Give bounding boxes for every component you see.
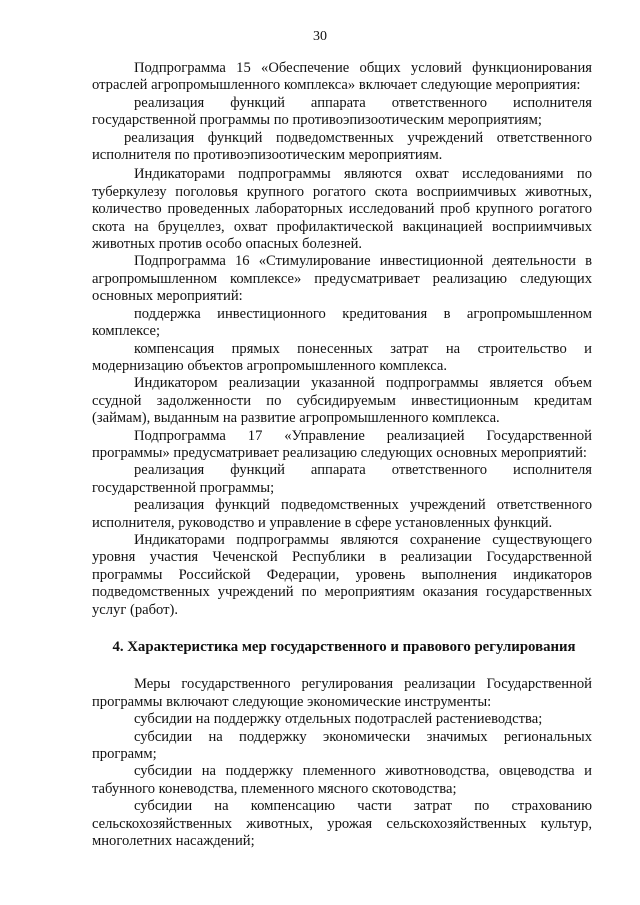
paragraph-subsidy-1: субсидии на поддержку отдельных подотраслей растениеводства; [134,711,543,728]
section-heading: 4. Характеристика мер государственного и правового регулирования [112,639,576,655]
paragraph-subsidy-4: субсидии на компенсацию части затрат по страхованию сельскохозяйственных животных, урожая сельскохозяйственных культур, многолетних насаждений; [92,798,592,850]
paragraph-subsidy-2: субсидии на поддержку экономически значимых региональных программ; [92,728,592,763]
paragraph-sp15-item-1: реализация функций аппарата ответственного исполнителя государственной программы по противоэпизоотическим мероприятиям; [92,94,592,129]
paragraph-subsidy-3: субсидии на поддержку племенного животноводства, овцеводства и табунного коневодства, племенного мясного скотоводства; [92,763,592,797]
paragraph-sp17-item-1: реализация функций аппарата ответственного исполнителя государственной программы; [92,462,592,496]
paragraph-subprogram-16: Подпрограмма 16 «Стимулирование инвестиционной деятельности в агропромышленном комплексе» предусматривает реализацию следующих основных мероприятий: [92,253,592,305]
document-body [92,60,592,850]
paragraph-subprogram-17: Подпрограмма 17 «Управление реализацией Государственной программы» предусматривает реализацию следующих основных мероприятий: [92,427,592,461]
paragraph-sp17-indicators: Индикаторами подпрограммы являются сохранение существующего уровня участия Чеченской Республики в реализации Государственной программы Российской Федерации, уровень выполнения индикаторов подведомственных учреждений по мероприятиям оказания государственных услуг (работ). [92,531,592,618]
page-number: 30 [313,29,327,44]
paragraph-sp16-item-2: компенсация прямых понесенных затрат на строительство и модернизацию объектов агропромышленного комплекса. [92,340,592,374]
paragraph-sp16-item-1: поддержка инвестиционного кредитования в агропромышленном комплексе; [92,305,592,340]
paragraph-sp15-item-2: реализация функций подведомственных учреждений ответственного исполнителя по противоэпизоотическим мероприятиям. [92,129,592,164]
paragraph-subprogram-15: Подпрограмма 15 «Обеспечение общих условий функционирования отраслей агропромышленного комплекса» включает следующие мероприятия: [92,60,592,94]
paragraph-regulation-intro: Меры государственного регулирования реализации Государственной программы включают следующие экономические инструменты: [92,676,592,710]
paragraph-sp17-item-2: реализация функций подведомственных учреждений ответственного исполнителя, руководство и управление в сфере установленных функций. [92,497,592,531]
paragraph-sp15-indicators: Индикаторами подпрограммы являются охват исследованиями по туберкулезу поголовья крупного рогатого скота восприимчивых животных, количество проведенных лабораторных исследований проб крупного рогатого скота на бруцеллез, охват профилактической вакцинацией восприимчивых животных против особо опасных болезней. [92,166,592,253]
paragraph-sp16-indicators: Индикатором реализации указанной подпрограммы является объем ссудной задолженности по субсидируемым инвестиционным кредитам (займам), выданным на развитие агропромышленного комплекса. [92,375,592,427]
